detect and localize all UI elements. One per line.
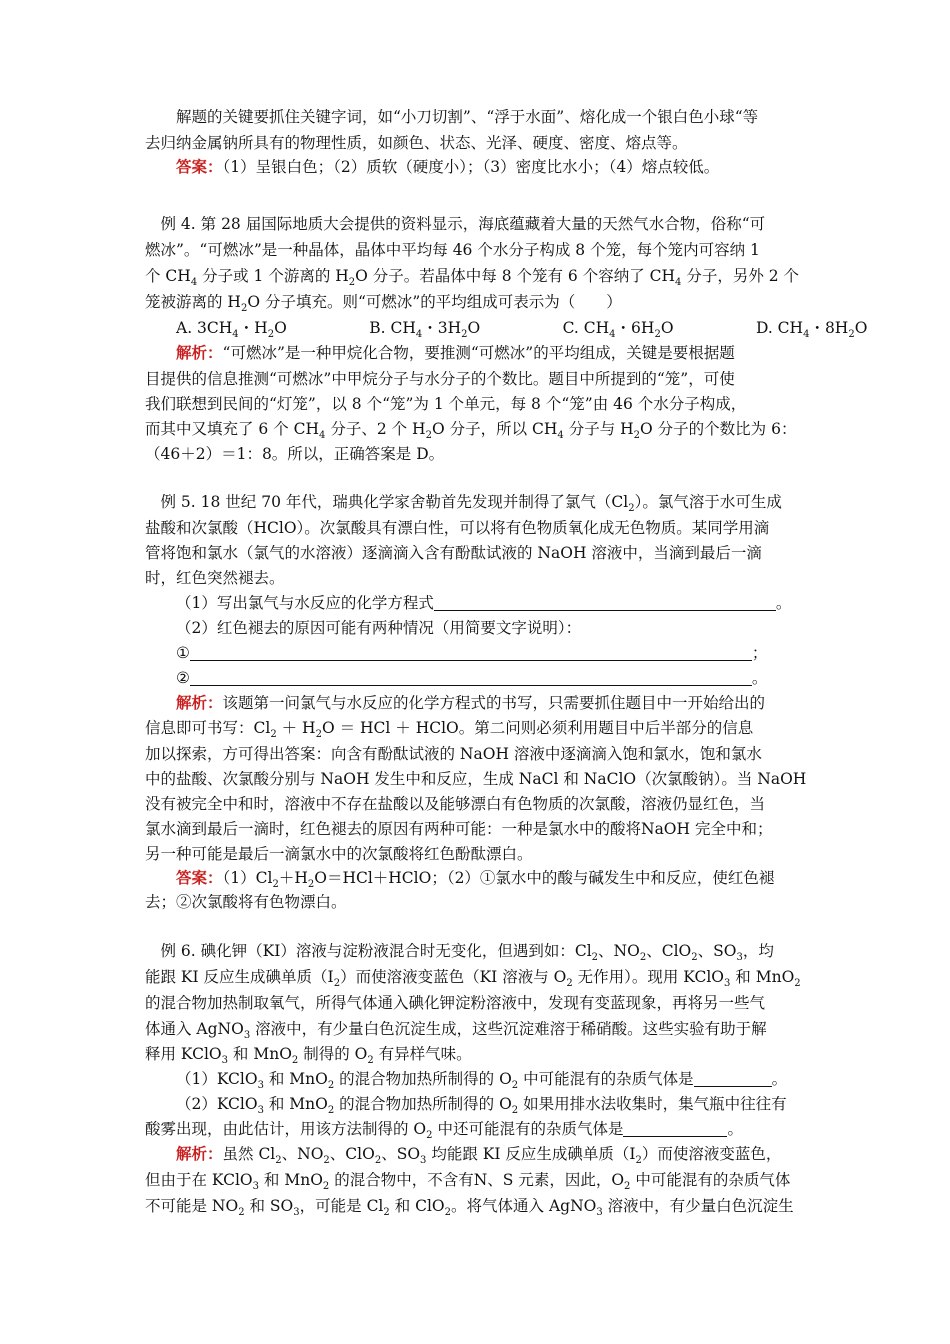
text-run: 该题第一问氯气与水反应的化学方程式的书写，只需要抓住题目中一开始给出的 [222, 694, 766, 712]
text-run: 和 MnO [263, 1095, 328, 1113]
text-run: ・H [238, 319, 268, 337]
text-line-l13 [145, 444, 444, 464]
text-run: O D. CH [660, 319, 804, 337]
subscript: 2 [628, 503, 635, 514]
text-run: （1）写出氯气与水反应的化学方程式 [176, 594, 434, 612]
text-line-l33 [145, 993, 765, 1013]
label-highlight: 解析： [176, 1144, 223, 1163]
subscript: 2 [383, 1207, 390, 1218]
subscript: 2 [240, 303, 248, 314]
text-line-l38 [145, 1119, 743, 1139]
subscript: 2 [327, 1105, 335, 1116]
text-line-l29 [176, 868, 774, 888]
text-run: （1）KClO [176, 1070, 258, 1088]
text-line-l05 [145, 240, 760, 260]
text-run: 溶液中，有少量白色沉淀生成，这些沉淀难溶于稀硝酸。这些实验有助于解 [250, 1020, 767, 1038]
text-run: 均能跟 KI 反应生成碘单质（I [426, 1145, 636, 1163]
text-run: 时，红色突然褪去。 [145, 569, 285, 587]
text-run: 加以探索，方可得出答案：向含有酚酞试液的 NaOH 溶液中逐滴滴入饱和氯水，饱和氯水 [145, 745, 762, 763]
text-run: 和 MnO [730, 968, 795, 986]
text-run: 溶液中，有少量白色沉淀生 [602, 1197, 794, 1215]
text-run: 笼被游离的 H [145, 293, 241, 311]
text-run: 和 ClO [389, 1197, 445, 1215]
text-run: 和 SO [244, 1197, 294, 1215]
subscript: 3 [257, 1105, 264, 1116]
subscript: 4 [190, 277, 198, 288]
text-run: “可燃冰”是一种甲烷化合物，要推测“可燃冰”的平均组成，关键是要根据题 [222, 344, 735, 362]
label-highlight: 解析： [176, 693, 223, 712]
text-run: ）而使溶液变蓝色（KI 溶液与 O [340, 968, 567, 986]
text-run: 。 [751, 669, 768, 687]
subscript: 3 [724, 978, 731, 989]
subscript: 2 [426, 1130, 433, 1141]
text-line-l40 [145, 1170, 790, 1190]
text-run: 。 [771, 1070, 788, 1088]
text-line-l18 [176, 593, 791, 613]
text-run: 例 5. 18 世纪 70 年代，瑞典化学家舍勒首先发现并制得了氯气（Cl [145, 493, 629, 511]
subscript: 2 [635, 1155, 642, 1166]
text-run: ① [176, 644, 190, 662]
text-run: 中还可能混有的杂质气体是 [432, 1120, 624, 1138]
subscript: 2 [348, 277, 356, 288]
subscript: 3 [252, 1181, 259, 1192]
label-highlight: 答案： [176, 868, 223, 887]
text-line-l26 [145, 794, 765, 814]
text-line-l30 [145, 892, 347, 912]
subscript: 2 [566, 978, 573, 989]
text-line-l35 [145, 1044, 472, 1064]
text-run: 、ClO [646, 942, 692, 960]
subscript: 2 [425, 430, 432, 441]
text-line-l28 [145, 844, 533, 864]
subscript: 2 [275, 1155, 282, 1166]
text-line-l14 [145, 492, 782, 512]
subscript: 4 [319, 430, 326, 441]
text-line-l06 [145, 266, 799, 286]
text-run: （2）红色褪去的原因可能有两种情况（用简要文字说明）： [176, 619, 582, 637]
text-run: 氯水滴到最后一滴时，红色褪去的原因有两种可能：一种是氯水中的酸将NaOH 完全中和； [145, 820, 773, 838]
subscript: 2 [315, 729, 322, 740]
subscript: 2 [591, 952, 599, 963]
text-line-l34 [145, 1019, 767, 1039]
subscript: 2 [307, 879, 315, 890]
subscript: 2 [367, 1055, 374, 1066]
text-run: O C. CH [467, 319, 610, 337]
text-run: O 分子填充。则“可燃冰”的平均组成可表示为（ ） [247, 293, 622, 311]
text-run: ＋H [278, 869, 308, 887]
text-line-l03 [176, 157, 719, 177]
label-highlight: 答案： [176, 157, 223, 176]
text-run: （1）呈银白色；（2）质软（硬度小）；（3）密度比水小；（4）熔点较低。 [222, 158, 720, 176]
text-line-l22 [176, 693, 765, 713]
subscript: 2 [691, 952, 698, 963]
answer-blank [190, 646, 752, 661]
subscript: 2 [374, 1155, 382, 1166]
answer-blank [190, 671, 752, 686]
text-run: 分子或 1 个游离的 H [197, 267, 349, 285]
subscript: 3 [596, 1207, 603, 1218]
subscript: 4 [232, 329, 239, 340]
text-run: 虽然 Cl [222, 1145, 276, 1163]
subscript: 3 [221, 1055, 228, 1066]
text-run: 信息即可书写：Cl [145, 719, 271, 737]
text-line-l04 [145, 214, 765, 234]
text-run: （2）KClO [176, 1095, 258, 1113]
text-line-l16 [145, 543, 762, 563]
subscript: 3 [420, 1155, 427, 1166]
text-run: O B. CH [274, 319, 416, 337]
text-run: ，均 [742, 942, 774, 960]
subscript: 4 [557, 430, 564, 441]
text-run: ； [751, 644, 768, 662]
text-line-l36 [176, 1069, 787, 1089]
subscript: 2 [444, 1207, 452, 1218]
text-line-l12 [145, 419, 796, 439]
text-line-l11 [145, 394, 746, 414]
text-run: 释用 KClO [145, 1045, 222, 1063]
text-run: 例 4. 第 28 届国际地质大会提供的资料显示，海底蕴藏着大量的天然气水合物，俗称“可 [145, 215, 766, 233]
text-run: 去归纳金属钠所具有的物理性质，如颜色、状态、光泽、硬度、密度、熔点等。 [145, 134, 688, 152]
text-line-l32 [145, 967, 801, 987]
text-run: 。 [775, 594, 792, 612]
text-line-l25 [145, 769, 806, 789]
text-run: ）。氯气溶于水可生成 [634, 493, 782, 511]
text-run: ② [176, 669, 190, 687]
subscript: 2 [238, 1207, 245, 1218]
subscript: 3 [243, 1030, 251, 1041]
subscript: 4 [609, 329, 616, 340]
text-run: 分子与 H [563, 420, 634, 438]
text-run: （46＋2）＝1：8。所以，正确答案是 D。 [145, 445, 445, 463]
subscript: 2 [461, 329, 468, 340]
subscript: 2 [327, 1080, 335, 1091]
subscript: 4 [803, 329, 810, 340]
text-run: 。将气体通入 AgNO [451, 1197, 597, 1215]
text-line-l17 [145, 568, 285, 588]
text-run: A. 3CH [176, 319, 233, 337]
text-line-l24 [145, 744, 762, 764]
text-line-l27 [145, 819, 772, 839]
text-run: O 分子的个数比为 6： [640, 420, 797, 438]
text-run: 制得的 O [298, 1045, 368, 1063]
subscript: 2 [333, 978, 341, 989]
subscript: 3 [736, 952, 743, 963]
subscript: 2 [848, 329, 855, 340]
text-run: 管将饱和氯水（氯气的水溶液）逐滴滴入含有酚酞试液的 NaOH 溶液中，当滴到最后一滴 [145, 544, 762, 562]
text-line-l07 [145, 292, 622, 312]
text-run: 酸雾出现，由此估计，用该方法制得的 O [145, 1120, 427, 1138]
text-line-l02 [145, 133, 688, 153]
text-line-l37 [176, 1094, 787, 1114]
text-run: ）而使溶液变蓝色， [641, 1145, 782, 1163]
text-run: 我们联想到民间的“灯笼”，以 8 个“笼”为 1 个单元，每 8 个“笼”由 46 个水分子构成， [145, 395, 747, 413]
subscript: 2 [794, 978, 801, 989]
subscript: 4 [415, 329, 423, 340]
text-run: O ＝ HCl ＋ HClO。第二问则必须利用题目中后半部分的信息 [321, 719, 754, 737]
subscript: 3 [257, 1080, 264, 1091]
text-run: 有异样气味。 [373, 1045, 472, 1063]
text-run: 个 CH [145, 267, 191, 285]
text-line-l19 [176, 618, 581, 638]
text-line-l01 [176, 107, 758, 127]
text-run: 、SO [697, 942, 737, 960]
label-highlight: 解析： [176, 343, 223, 362]
subscript: 2 [624, 1181, 631, 1192]
text-run: 中的盐酸、次氯酸分别与 NaOH 发生中和反应，生成 NaCl 和 NaClO（次氯酸钠）。当 NaOH [145, 770, 807, 788]
text-run: 的混合物加热所制得的 O [334, 1095, 512, 1113]
text-run: O＝HCl＋HClO；（2）①氯水中的酸与碱发生中和反应，使红色褪 [314, 869, 775, 887]
text-run: 而其中又填充了 6 个 CH [145, 420, 320, 438]
text-run: 和 MnO [259, 1171, 323, 1189]
text-run: 不可能是 NO [145, 1197, 239, 1215]
subscript: 2 [323, 1155, 330, 1166]
text-run: O 分子，所以 CH [431, 420, 558, 438]
answer-blank [694, 1072, 772, 1087]
text-line-l23 [145, 718, 753, 738]
text-run: 。 [727, 1120, 743, 1138]
text-run: ＋ H [276, 719, 316, 737]
text-run: 的混合物加热所制得的 O [334, 1070, 512, 1088]
text-line-l15 [145, 518, 769, 538]
subscript: 2 [511, 1105, 519, 1116]
subscript: 2 [291, 1055, 299, 1066]
subscript: 2 [270, 729, 277, 740]
text-run: 燃冰”。“可燃冰”是一种晶体，晶体中平均每 46 个水分子构成 8 个笼，每个笼内可容纳 1 [145, 241, 760, 259]
text-run: O [854, 319, 868, 337]
text-run: 没有被完全中和时，溶液中不存在盐酸以及能够漂白有色物质的次氯酸，溶液仍显红色，当 [145, 795, 766, 813]
text-line-l08 [176, 318, 867, 338]
subscript: 2 [267, 329, 275, 340]
text-run: 另一种可能是最后一滴氯水中的次氯酸将红色酚酞漂白。 [145, 845, 533, 863]
text-run: 、ClO [329, 1145, 375, 1163]
subscript: 2 [654, 329, 661, 340]
text-run: 的混合物中，不含有N、S 元素，因此，O [329, 1171, 625, 1189]
text-run: 、NO [598, 942, 640, 960]
text-run: 、SO [381, 1145, 421, 1163]
answer-blank [623, 1122, 727, 1137]
text-line-l20 [176, 643, 767, 663]
text-run: 中可能混有的杂质气体 [630, 1171, 791, 1189]
text-run: O 分子。若晶体中每 8 个笼有 6 个容纳了 CH [355, 267, 676, 285]
subscript: 2 [511, 1080, 519, 1091]
text-run: 如果用排水法收集时，集气瓶中往往有 [518, 1095, 787, 1113]
text-line-l31 [145, 941, 774, 961]
subscript: 2 [633, 430, 641, 441]
text-run: 目提供的信息推测“可燃冰”中甲烷分子与水分子的个数比。题目中所提到的“笼”，可使 [145, 370, 735, 388]
text-run: 例 6. 碘化钾（KI）溶液与淀粉液混合时无变化，但遇到如：Cl [145, 942, 592, 960]
text-line-l09 [176, 343, 735, 363]
text-run: 无作用）。现用 KClO [572, 968, 724, 986]
text-run: 和 MnO [228, 1045, 292, 1063]
text-run: 分子、2 个 H [325, 420, 426, 438]
text-line-l39 [176, 1144, 781, 1164]
subscript: 2 [639, 952, 647, 963]
text-run: （1）Cl [222, 869, 273, 887]
text-run: ・6H [615, 319, 655, 337]
text-run: ・3H [422, 319, 462, 337]
text-run: 去；②次氯酸将有色物漂白。 [145, 893, 347, 911]
text-run: 解题的关键要抓住关键字词，如“小刀切割”、“浮于水面”、熔化成一个银白色小球“等 [176, 108, 759, 126]
text-run: 盐酸和次氯酸（HClO）。次氯酸具有漂白性，可以将有色物质氧化成无色物质。某同学用滴 [145, 519, 770, 537]
text-line-l41 [145, 1196, 794, 1216]
text-run: 分子，另外 2 个 [681, 267, 800, 285]
subscript: 2 [272, 879, 279, 890]
text-run: ，可能是 Cl [299, 1197, 384, 1215]
text-run: 的混合物加热制取氧气，所得气体通入碘化钾淀粉溶液中，发现有变蓝现象，再将另一些气 [145, 994, 766, 1012]
text-run: 能跟 KI 反应生成碘单质（I [145, 968, 334, 986]
subscript: 4 [675, 277, 682, 288]
answer-blank [434, 596, 776, 611]
text-run: 中可能混有的杂质气体是 [518, 1070, 694, 1088]
text-run: 、NO [281, 1145, 324, 1163]
subscript: 3 [293, 1207, 300, 1218]
text-run: 体通入 AgNO [145, 1020, 244, 1038]
text-run: ・8H [809, 319, 849, 337]
text-line-l10 [145, 369, 735, 389]
text-run: 但由于在 KClO [145, 1171, 253, 1189]
text-line-l21 [176, 668, 767, 688]
text-run: 和 MnO [263, 1070, 328, 1088]
subscript: 2 [322, 1181, 330, 1192]
